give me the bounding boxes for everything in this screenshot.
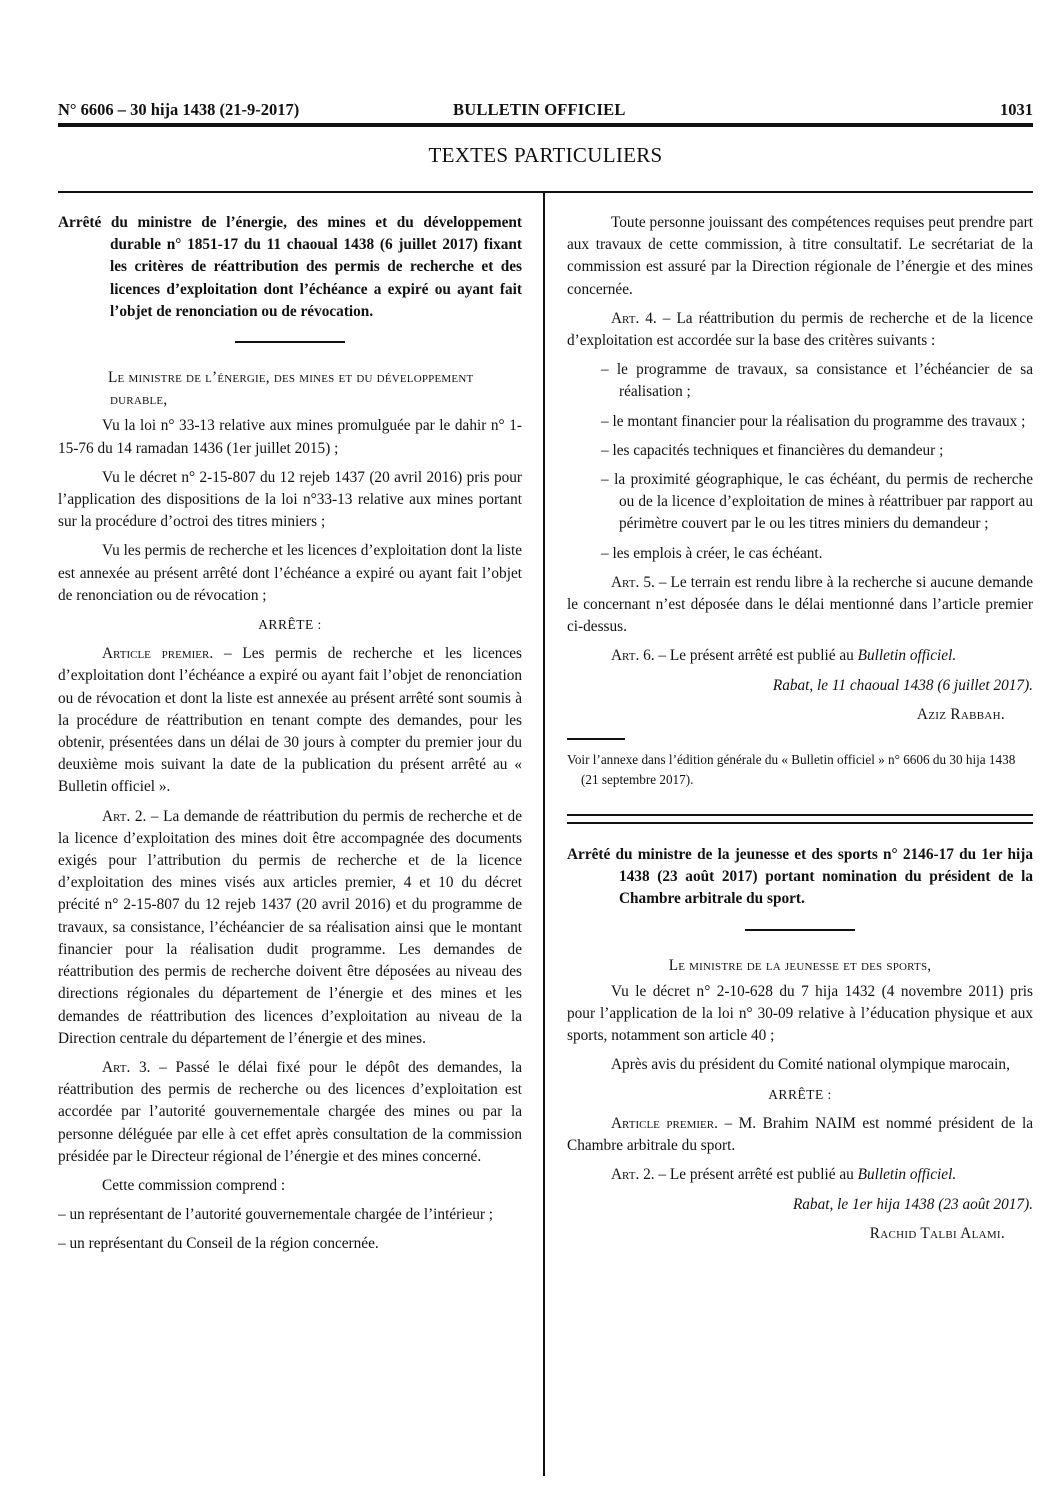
decree1-vu3: Vu les permis de recherche et les licences d’exploitation dont la liste est annexée au présent arrêté dont l’échéance a expiré ou ayant fait l’objet de renonciation ou de révocation ;	[58, 542, 522, 604]
decree2-minister: Le ministre de la jeunesse et des sports,	[668, 956, 932, 974]
page-number: 1031	[1000, 100, 1033, 119]
decree2-title: Arrêté du ministre de la jeunesse et des sports n° 2146-17 du 1er hija 1438 (23 août 2017) portant nomination du président de la Chambre arbitrale du sport.	[567, 846, 1033, 908]
section-title: TEXTES PARTICULIERS	[428, 143, 663, 167]
publication-name: BULLETIN OFFICIEL	[453, 100, 626, 119]
article-text: – La réattribution du permis de recherche et de la licence d’exploitation est accordée sur la base des critères suivants :	[567, 309, 1033, 350]
article-text: – Le présent arrêté est publié au	[658, 647, 858, 665]
decree1-article1	[58, 643, 522, 798]
left-column	[58, 212, 522, 1263]
bulletin-italic: Bulletin officiel.	[857, 1166, 957, 1184]
title-separator	[235, 341, 345, 343]
decree1-signature-place: Rabat, le 11 chaoual 1438 (6 juillet 2017).	[772, 676, 1033, 694]
article-label: Art. 3.	[102, 1058, 151, 1076]
criteria-item: – le montant financier pour la réalisation du programme des travaux ;	[601, 412, 1026, 430]
article-text: – Passé le délai fixé pour le dépôt des demandes, la réattribution des permis de recherche ou des licences d’exploitation est accordée par l’autorité gouvernementale chargée des mines ou par la personne déléguée par elle à cet effet après consultation de la commission présidée par le Directeur régional de l’énergie et des mines concerné.	[58, 1058, 522, 1165]
criteria-item: – le programme de travaux, sa consistance et l’échéancier de sa réalisation ;	[601, 361, 1033, 401]
article-label: Article premier.	[611, 1114, 718, 1132]
decree1-article6	[567, 645, 1033, 667]
header-rule	[58, 123, 1033, 127]
commission-para: Toute personne jouissant des compétences requises peut prendre part aux travaux de cette commission, à titre consultatif. Le secrétariat de la commission est assuré par la Direction régionale de l’énergie et des mines concernée.	[567, 214, 1033, 298]
criteria-item: – la proximité géographique, le cas échéant, du permis de recherche ou de la licence d’exploitation de mines à réattribuer par rapport au périmètre couvert par le ou les titres miniers du demandeur ;	[601, 471, 1033, 533]
article-label: Art. 4.	[611, 309, 657, 327]
article-text: – Le terrain est rendu libre à la recherche si aucune demande le concernant n’est déposée dans le délai mentionné dans l’article premier ci-dessus.	[567, 573, 1033, 636]
decree1-article5	[567, 572, 1033, 639]
decree1-vu2: Vu le décret n° 2-15-807 du 12 rejeb 1437 (20 avril 2016) pris pour l’application des dispositions de la loi n°33-13 relative aux mines portant sur la procédure d’octroi des titres miniers ;	[58, 468, 522, 531]
article-label: Article premier.	[102, 645, 214, 663]
article-text: – Les permis de recherche et les licences d’exploitation dont l’échéance a expiré ou ayant fait l’objet de renonciation ou de révocation et dont la liste est annexée au présent arrêté sont soumis à la procédure de réattribution en tenant compte des demandes, pour les obtenir, présentées dans un délai de 30 jours à compter du premier jour du deuxième mois suivant la date de la publication du présent arrêté au « Bulletin officiel ».	[58, 645, 522, 796]
right-column	[567, 212, 1033, 1252]
article-label: Art. 5.	[611, 573, 655, 591]
article-text: – M. Brahim NAIM est nommé président de la Chambre arbitrale du sport.	[567, 1114, 1033, 1155]
commission-item: – un représentant de l’autorité gouvernementale chargée de l’intérieur ;	[58, 1206, 494, 1224]
decree-separator	[567, 814, 1033, 824]
decree2-vu1: Vu le décret n° 2-10-628 du 7 hija 1432 (4 novembre 2011) pris pour l’application de la loi n° 30-09 relative à l’éducation physique et aux sports, notamment son article 40 ;	[567, 982, 1033, 1045]
decree2-apres: Après avis du président du Comité national olympique marocain,	[611, 1056, 1010, 1074]
section-rule	[58, 191, 1033, 193]
decree1-vu1: Vu la loi n° 33-13 relative aux mines promulguée par le dahir n° 1-15-76 du 14 ramadan 1436 (1er juillet 2015) ;	[58, 417, 522, 457]
decree2-signature-name: Rachid Talbi Alami.	[869, 1224, 1005, 1242]
decree1-signature-name: Aziz Rabbah.	[916, 705, 1005, 723]
decree2-article1	[567, 1113, 1033, 1157]
article-text: – Le présent arrêté est publié au	[658, 1166, 858, 1184]
note-rule	[567, 738, 625, 740]
decree2-arrete: ARRÊTE :	[768, 1086, 832, 1102]
page-header	[58, 100, 1033, 124]
title-separator	[745, 929, 855, 931]
bulletin-italic: Bulletin officiel.	[857, 647, 957, 665]
decree1-minister: Le ministre de l’énergie, des mines et du développement durable,	[108, 369, 474, 409]
decree1-arrete: ARRÊTE :	[258, 617, 322, 633]
decree1-article4	[567, 308, 1033, 352]
decree1-title: Arrêté du ministre de l’énergie, des mines et du développement durable n° 1851-17 du 11 chaoual 1438 (6 juillet 2017) fixant les critères de réattribution des permis de recherche et des licences d’exploitation dont l’échéance a expiré ou ayant fait l’objet de renonciation ou de révocation.	[58, 214, 522, 320]
decree2-article2	[567, 1164, 1033, 1186]
column-divider	[543, 193, 545, 1476]
criteria-item: – les capacités techniques et financières du demandeur ;	[601, 441, 944, 459]
article-label: Art. 2.	[611, 1166, 655, 1184]
article-text: – La demande de réattribution du permis de recherche et de la licence d’exploitation des mines doit être accompagnée des documents exigés pour l’attribution du permis de recherche et de la licence d’exploitation des mines visés aux articles premier, 4 et 10 du décret précité n° 2-15-807 du 12 rejeb 1437 (20 avril 2016) et du programme de travaux, sa consistance, l’échéancier de sa réalisation ainsi que le montant financier pour la réalisation dudit programme. Les demandes de réattribution des permis de recherche doivent être déposées au niveau des directions régionales du département de l’énergie et des mines et les demandes de réattribution des licences d’exploitation au niveau de la Direction centrale du département de l’énergie et des mines.	[58, 807, 522, 1047]
commission-intro: Cette commission comprend :	[102, 1176, 286, 1194]
annex-note: Voir l’annexe dans l’édition générale du « Bulletin officiel » n° 6606 du 30 hija 1438 (21 septembre 2017).	[567, 752, 1016, 788]
issue-number: N° 6606 – 30 hija 1438 (21-9-2017)	[58, 100, 300, 119]
article-label: Art. 6.	[611, 647, 655, 665]
decree2-signature-place: Rabat, le 1er hija 1438 (23 août 2017).	[792, 1195, 1033, 1213]
decree1-article2	[58, 806, 522, 1050]
decree1-article3	[58, 1057, 522, 1168]
criteria-item: – les emplois à créer, le cas échéant.	[601, 544, 823, 562]
article-label: Art. 2.	[102, 807, 147, 825]
commission-item: – un représentant du Conseil de la région concernée.	[58, 1235, 379, 1253]
